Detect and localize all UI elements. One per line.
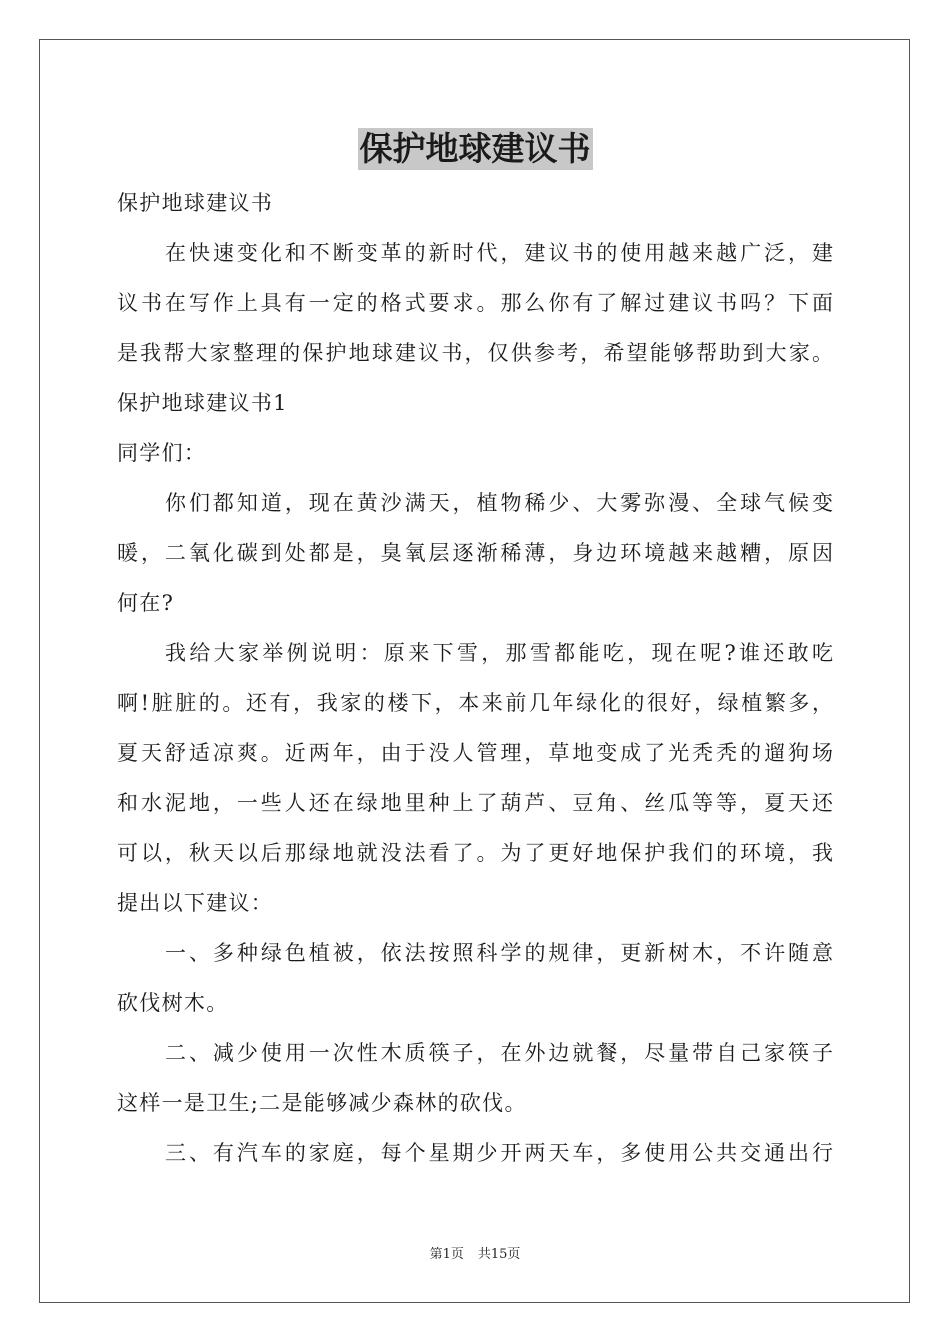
text-line: 你们都知道，现在黄沙满天，植物稀少、大雾弥漫、全球气候变 (165, 491, 833, 515)
text-line: 夏天舒适凉爽。近两年，由于没人管理，草地变成了光秃秃的遛狗场 (117, 741, 833, 765)
text-line: 保护地球建议书 (117, 191, 274, 215)
text-line: 议书在写作上具有一定的格式要求。那么你有了解过建议书吗？下面 (117, 291, 833, 315)
page-footer (0, 1246, 950, 1264)
document-title: 保护地球建议书 (359, 129, 591, 168)
text-line: 二、减少使用一次性木质筷子，在外边就餐，尽量带自己家筷子 (165, 1041, 833, 1065)
text-line: 是我帮大家整理的保护地球建议书，仅供参考，希望能够帮助到大家。 (117, 341, 833, 365)
total-pages-label: 共15页 (477, 1247, 521, 1262)
text-line: 我给大家举例说明：原来下雪，那雪都能吃，现在呢?谁还敢吃 (165, 641, 833, 665)
text-line: 砍伐树木。 (117, 991, 229, 1015)
text-line: 三、有汽车的家庭，每个星期少开两天车，多使用公共交通出行 (165, 1141, 833, 1165)
text-line: 提出以下建议： (117, 891, 274, 915)
text-line: 这样一是卫生;二是能够减少森林的砍伐。 (117, 1091, 527, 1115)
text-line: 暖，二氧化碳到处都是，臭氧层逐渐稀薄，身边环境越来越糟，原因 (117, 541, 833, 565)
text-line: 在快速变化和不断变革的新时代，建议书的使用越来越广泛，建 (165, 241, 833, 265)
text-line: 何在? (117, 591, 175, 615)
document-body (117, 178, 833, 1178)
text-line: 啊!脏脏的。还有，我家的楼下，本来前几年绿化的很好，绿植繁多， (117, 691, 833, 715)
current-page-label: 第1页 (429, 1247, 464, 1262)
text-line: 一、多种绿色植被，依法按照科学的规律，更新树木，不许随意 (165, 941, 833, 965)
text-line: 可以，秋天以后那绿地就没法看了。为了更好地保护我们的环境，我 (117, 841, 833, 865)
title-container (0, 128, 950, 170)
text-line: 保护地球建议书1 (117, 391, 288, 415)
text-line: 和水泥地，一些人还在绿地里种上了葫芦、豆角、丝瓜等等，夏天还 (117, 791, 833, 815)
text-line: 同学们： (117, 441, 207, 465)
